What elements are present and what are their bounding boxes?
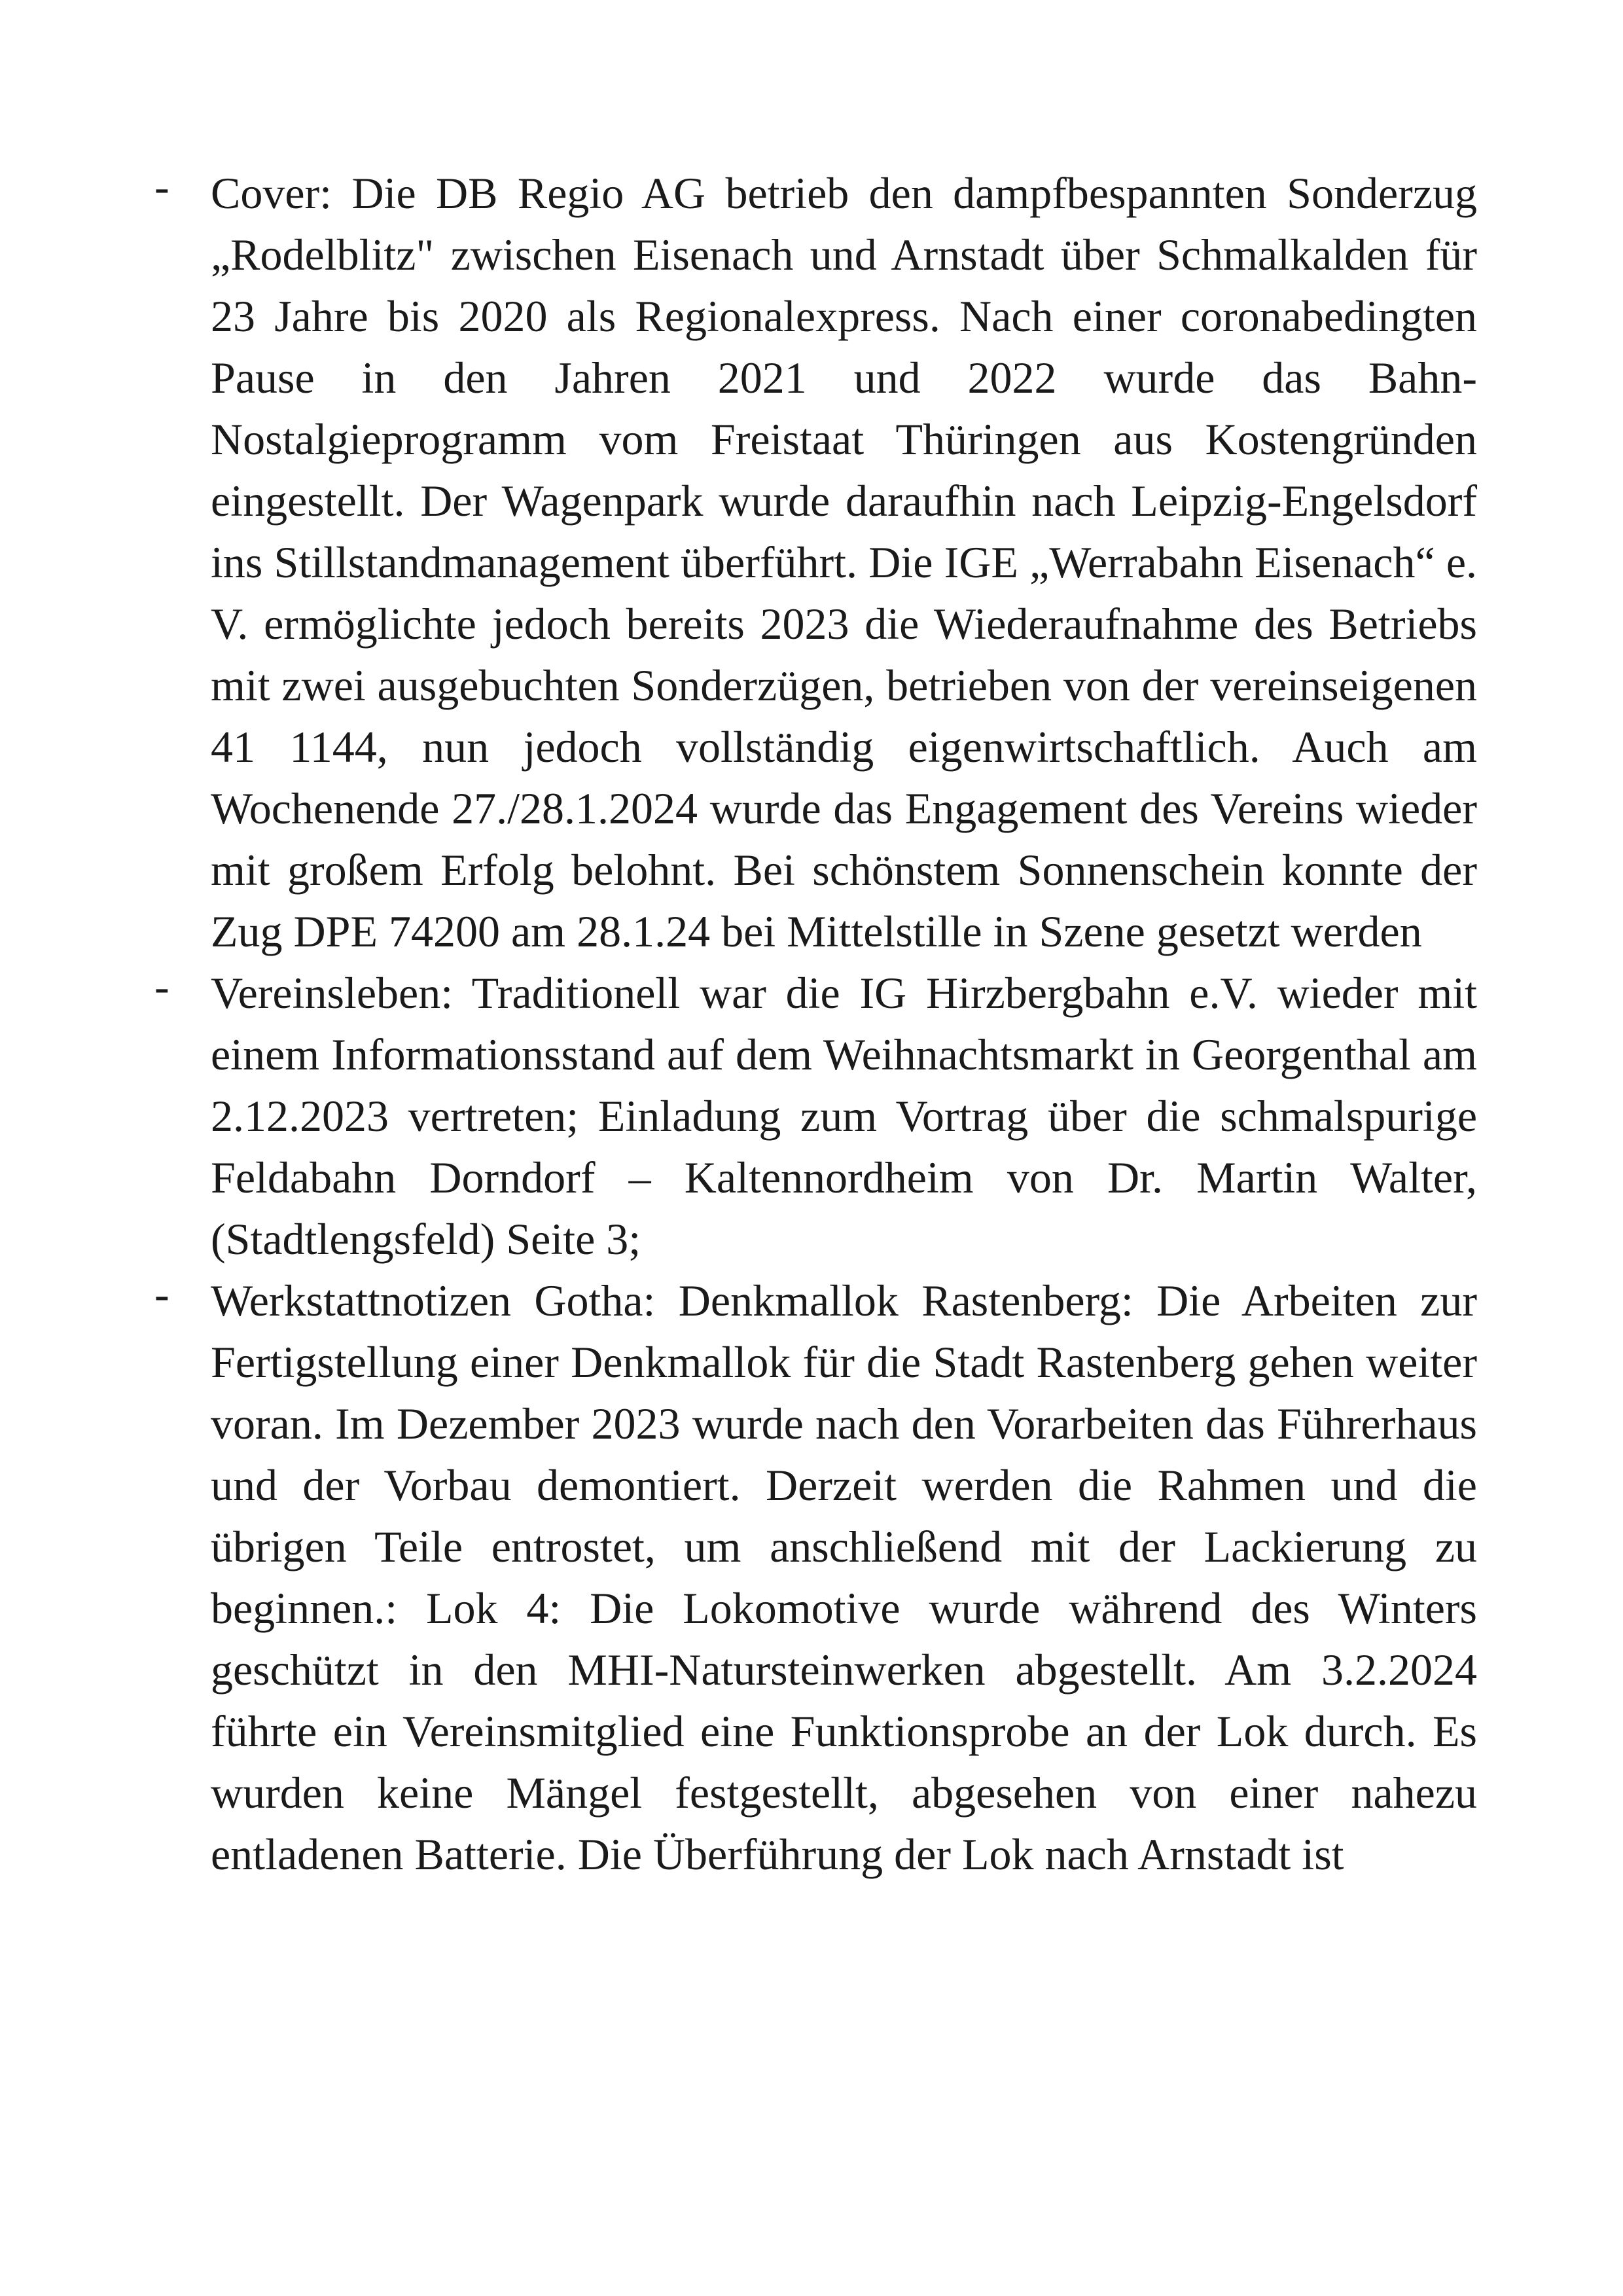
list-item-vereinsleben xyxy=(154,961,1477,1270)
list-item-werkstattnotizen xyxy=(154,1269,1477,1885)
list-item-marker: - xyxy=(154,1269,169,1319)
bullet-list xyxy=(154,162,1477,1885)
list-item-cover xyxy=(154,162,1477,962)
list-item-text: Werkstattnotizen Gotha: Denkmallok Rastenberg: Die Arbeiten zur Fertigstellung einer Denkmallok für die Stadt Rastenberg gehen weiter voran. Im Dezember 2023 wurde nach den Vorarbeiten das Führerhaus und der Vorbau demontiert. Derzeit werden die Rahmen und die übrigen Teile entrostet, um anschließend mit der Lackierung zu beginnen.: Lok 4: Die Lokomotive wurde während des Winters geschützt in den MHI-Natursteinwerken abgestellt. Am 3.2.2024 führte ein Vereinsmitglied eine Funktionsprobe an der Lok durch. Es wurden keine Mängel festgestellt, abgesehen von einer nahezu entladenen Batterie. Die Überführung der Lok nach Arnstadt ist xyxy=(211,1276,1477,1879)
list-item-marker: - xyxy=(154,961,169,1011)
list-item-text: Vereinsleben: Traditionell war die IG Hirzbergbahn e.V. wieder mit einem Informationsstand auf dem Weihnachtsmarkt in Georgenthal am 2.12.2023 vertreten; Einladung zum Vortrag über die schmalspurige Feldabahn Dorndorf – Kaltennordheim von Dr. Martin Walter, (Stadtlengsfeld) Seite 3; xyxy=(211,968,1477,1264)
list-item-marker: - xyxy=(154,162,169,211)
list-item-text: Cover: Die DB Regio AG betrieb den dampfbespannten Sonderzug „Rodelblitz" zwischen Eisenach und Arnstadt über Schmalkalden für 23 Jahre bis 2020 als Regionalexpress. Nach einer coronabedingten Pause in den Jahren 2021 und 2022 wurde das Bahn-Nostalgieprogramm vom Freistaat Thüringen aus Kostengründen eingestellt. Der Wagenpark wurde daraufhin nach Leipzig-Engelsdorf ins Stillstandmanagement überführt. Die IGE „Werrabahn Eisenach“ e. V. ermöglichte jedoch bereits 2023 die Wiederaufnahme des Betriebs mit zwei ausgebuchten Sonderzügen, betrieben von der vereinseigenen 41 1144, nun jedoch vollständig eigenwirtschaftlich. Auch am Wochenende 27./28.1.2024 wurde das Engagement des Vereins wieder mit großem Erfolg belohnt. Bei schönstem Sonnenschein konnte der Zug DPE 74200 am 28.1.24 bei Mittelstille in Szene gesetzt werden xyxy=(211,168,1477,956)
